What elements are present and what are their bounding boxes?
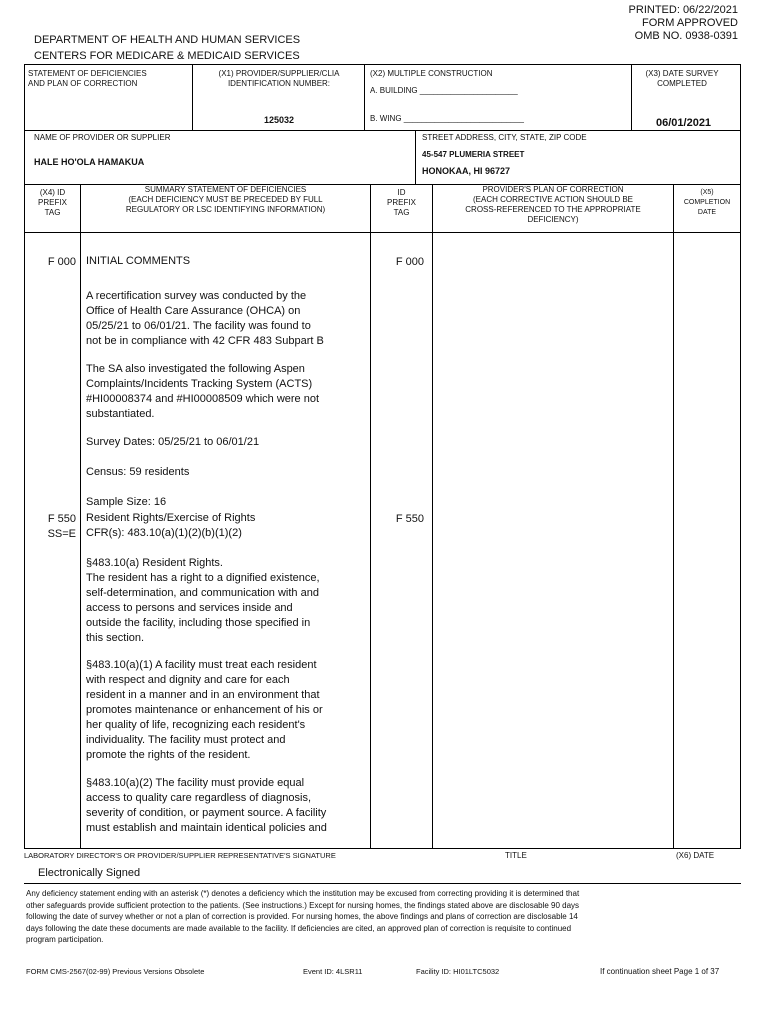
x3-label: (X3) DATE SURVEY COMPLETED: [645, 69, 719, 88]
summary-header: SUMMARY STATEMENT OF DEFICIENCIES (EACH DEFICIENCY MUST BE PRECEDED BY FULL REGULATORY OR LSC IDENTIFYING INFORMATION): [125, 185, 326, 214]
survey-paragraph: A recertification survey was conducted by the Office of Health Care Assurance (OHCA) on 05/25/21 to 06/01/21. The facility was found to not be in compliance with 42 CFR 483 Subpart B: [86, 290, 324, 347]
x4-header: (X4) ID PREFIX TAG: [38, 188, 67, 217]
id-column-divider: [432, 184, 433, 848]
sample-size: Sample Size: 16: [86, 496, 167, 508]
regulation-483-10a: §483.10(a) Resident Rights. The resident has a right to a dignified existence, self-determination, and communication with and access to persons and services inside and outside the facility, including those specified in this section.: [86, 557, 320, 644]
form-approved: FORM APPROVED: [642, 17, 738, 29]
x1-label: (X1) PROVIDER/SUPPLIER/CLIA IDENTIFICATION NUMBER:: [218, 69, 340, 88]
street-address: 45-547 PLUMERIA STREET: [422, 150, 525, 159]
complaints-paragraph: The SA also investigated the following Aspen Complaints/Incidents Tracking System (ACTS) #HI00008374 and #HI00008509 which were not substantiated.: [86, 363, 320, 420]
box-top-border: [24, 64, 741, 65]
date-label: (X6) DATE: [676, 851, 715, 860]
table-right-border: [740, 184, 741, 848]
form-id: FORM CMS-2567(02-99) Previous Versions Obsolete: [26, 967, 205, 976]
omb-number: OMB NO. 0938-0391: [634, 30, 738, 42]
title-label: TITLE: [505, 851, 527, 860]
plan-header: PROVIDER'S PLAN OF CORRECTION (EACH CORRECTIVE ACTION SHOULD BE CROSS-REFERENCED TO THE APPROPRIATE DEFICIENCY): [465, 185, 641, 224]
department-name: DEPARTMENT OF HEALTH AND HUMAN SERVICES: [34, 34, 301, 46]
address-divider: [415, 130, 416, 185]
table-header-border: [24, 232, 741, 233]
box-right-border: [740, 64, 741, 185]
cfr-reference: CFR(s): 483.10(a)(1)(2)(b)(1)(2): [86, 527, 242, 539]
statement-label: STATEMENT OF DEFICIENCIES AND PLAN OF CORRECTION: [28, 69, 147, 88]
centers-name: CENTERS FOR MEDICARE & MEDICAID SERVICES: [34, 50, 300, 62]
print-info: [629, 4, 738, 43]
provider-label: NAME OF PROVIDER OR SUPPLIER: [34, 133, 171, 142]
regulation-483-10a2: §483.10(a)(2) The facility must provide equal access to quality care regardless of diagnosis, severity of condition, or payment source. A facility must establish and maintain identical policies and: [86, 777, 327, 834]
x2-divider: [364, 64, 365, 130]
f550-title: Resident Rights/Exercise of Rights: [86, 512, 256, 524]
building-field: A. BUILDING ______________________: [370, 86, 518, 95]
x1-value: 125032: [263, 115, 295, 125]
signature-label: LABORATORY DIRECTOR'S OR PROVIDER/SUPPLIER REPRESENTATIVE'S SIGNATURE: [24, 851, 336, 860]
address-label: STREET ADDRESS, CITY, STATE, ZIP CODE: [422, 133, 587, 142]
printed-date: PRINTED: 06/22/2021: [628, 4, 738, 16]
x3-value: 06/01/2021: [656, 117, 712, 129]
facility-id: Facility ID: HI01LTC5032: [416, 967, 500, 976]
scope-severity: SS=E: [47, 528, 76, 540]
signature-bottom-border: [24, 883, 741, 884]
initial-comments-heading: INITIAL COMMENTS: [86, 255, 191, 267]
table-bottom-border: [24, 848, 741, 849]
x5-header: (X5) COMPLETION DATE: [683, 189, 731, 216]
summary-column-divider: [370, 184, 371, 848]
tag-f000-left: F 000: [47, 256, 76, 268]
x1-divider: [192, 64, 193, 130]
tag-f550-right: F 550: [395, 513, 424, 525]
x2-label: (X2) MULTIPLE CONSTRUCTION: [370, 69, 493, 78]
row-divider-1: [24, 130, 741, 131]
event-id: Event ID: 4LSR11: [303, 967, 363, 976]
regulation-483-10a1: §483.10(a)(1) A facility must treat each resident with respect and dignity and care for each resident in a manner and in an environment that promotes maintenance or enhancement of his or her quality of life, recognizing each resident's individuality. The facility must protect and promote the rights of the resident.: [86, 659, 323, 761]
census: Census: 59 residents: [86, 466, 190, 478]
plan-column-divider: [673, 184, 674, 848]
wing-field: B. WING ___________________________: [370, 114, 524, 123]
electronic-signature: Electronically Signed: [38, 867, 141, 879]
page-indicator: If continuation sheet Page 1 of 37: [600, 967, 720, 976]
id-prefix-header: ID PREFIX TAG: [387, 188, 416, 217]
tag-f550-left: F 550: [47, 513, 76, 525]
x4-column-divider: [80, 184, 81, 848]
survey-dates: Survey Dates: 05/25/21 to 06/01/21: [86, 436, 260, 448]
disclaimer: Any deficiency statement ending with an asterisk (*) denotes a deficiency which the institution may be excused from correcting providing it is determined that other safeguards provide sufficient protection to the patients. (See instructions.) Except for nursing homes, the findings stated above are disclosable 90 days following the date of survey whether or not a plan of correction is provided. For nursing homes, the above findings and plans of correction are disclosable 14 days following the date these documents are made available to the facility. If deficiencies are cited, an approved plan of correction is requisite to continued program participation.: [26, 889, 580, 944]
box-left-border: [24, 64, 25, 185]
city-state-zip: HONOKAA, HI 96727: [422, 166, 511, 176]
tag-f000-right: F 000: [395, 256, 424, 268]
table-left-border: [24, 184, 25, 848]
provider-name: HALE HO'OLA HAMAKUA: [34, 157, 145, 167]
